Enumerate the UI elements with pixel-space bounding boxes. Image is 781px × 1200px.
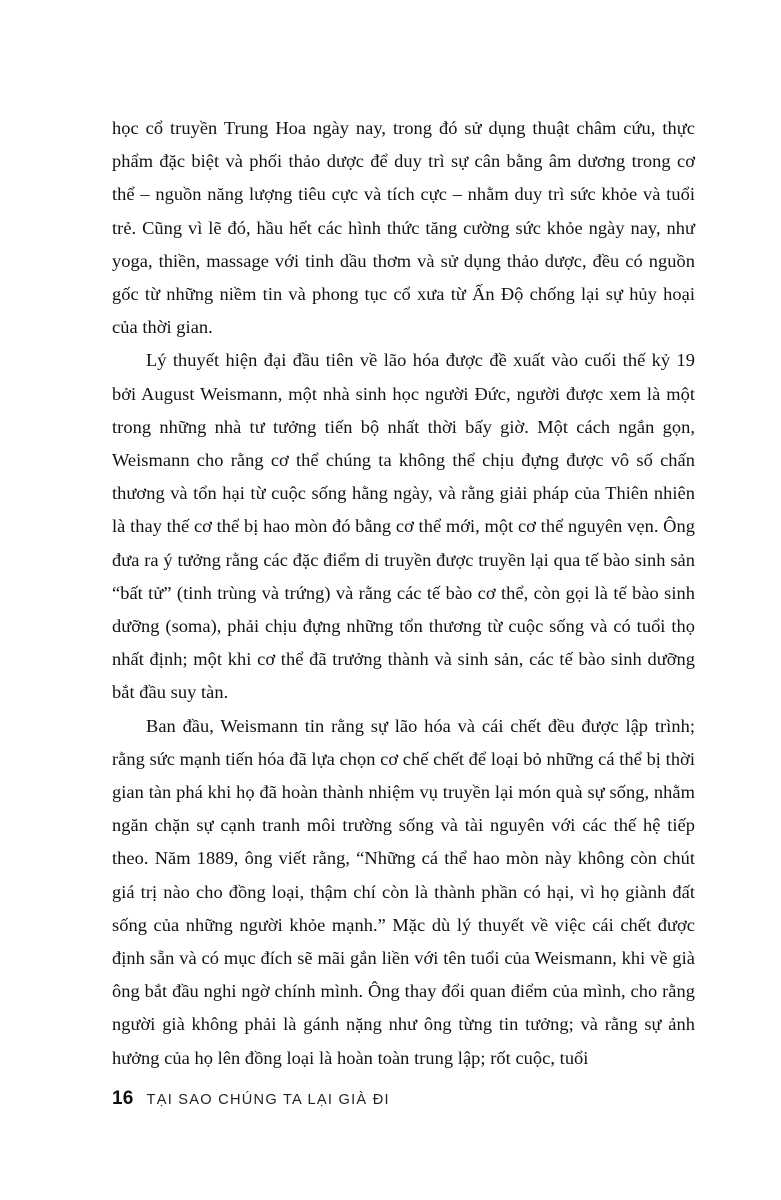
running-head: TẠI SAO CHÚNG TA LẠI GIÀ ĐI	[146, 1092, 390, 1108]
page-number: 16	[112, 1088, 134, 1109]
paragraph-2: Lý thuyết hiện đại đầu tiên về lão hóa được đề xuất vào cuối thế kỷ 19 bởi August Weismann, một nhà sinh học người Đức, người được xem là một trong những nhà tư tưởng tiến bộ nhất thời bấy giờ. Một cách ngắn gọn, Weismann cho rằng cơ thể chúng ta không thể chịu đựng được vô số chấn thương và tổn hại từ cuộc sống hằng ngày, và rằng giải pháp của Thiên nhiên là thay thế cơ thể bị hao mòn đó bằng cơ thể mới, một cơ thể nguyên vẹn. Ông đưa ra ý tưởng rằng các đặc điểm di truyền được truyền lại qua tế bào sinh sản “bất tử” (tinh trùng và trứng) và rằng các tế bào cơ thể, còn gọi là tế bào sinh dưỡng (soma), phải chịu đựng những tổn thương từ cuộc sống và có tuổi thọ nhất định; một khi cơ thể đã trưởng thành và sinh sản, các tế bào sinh dưỡng bắt đầu suy tàn.	[112, 350, 695, 703]
paragraph-3: Ban đầu, Weismann tin rằng sự lão hóa và cái chết đều được lập trình; rằng sức mạnh tiến hóa đã lựa chọn cơ chế chết để loại bỏ những cá thể bị thời gian tàn phá khi họ đã hoàn thành nhiệm vụ truyền lại món quà sự sống, nhằm ngăn chặn sự cạnh tranh môi trường sống và tài nguyên với các thế hệ tiếp theo. Năm 1889, ông viết rằng, “Những cá thể hao mòn này không còn chút giá trị nào cho đồng loại, thậm chí còn là thành phần có hại, vì họ giành đất sống của những người khỏe mạnh.” Mặc dù lý thuyết về việc cái chết được định sẵn và có mục đích sẽ mãi gắn liền với tên tuổi của Weismann, khi về già ông bắt đầu nghi ngờ chính mình. Ông thay đổi quan điểm của mình, cho rằng người già không phải là gánh nặng như ông từng tin tưởng; và rằng sự ảnh hưởng của họ lên đồng loại là hoàn toàn trung lập; rốt cuộc, tuổi	[112, 715, 695, 1068]
paragraph-1: học cổ truyền Trung Hoa ngày nay, trong đó sử dụng thuật châm cứu, thực phẩm đặc biệt và phối thảo dược để duy trì sự cân bằng âm dương trong cơ thể – nguồn năng lượng tiêu cực và tích cực – nhằm duy trì sức khỏe và tuổi trẻ. Cũng vì lẽ đó, hầu hết các hình thức tăng cường sức khỏe ngày nay, như yoga, thiền, massage với tinh dầu thơm và sử dụng thảo dược, đều có nguồn gốc từ những niềm tin và phong tục cổ xưa từ Ấn Độ chống lại sự hủy hoại của thời gian.	[112, 118, 695, 338]
page-footer	[112, 1088, 390, 1110]
page-body	[112, 112, 695, 1075]
